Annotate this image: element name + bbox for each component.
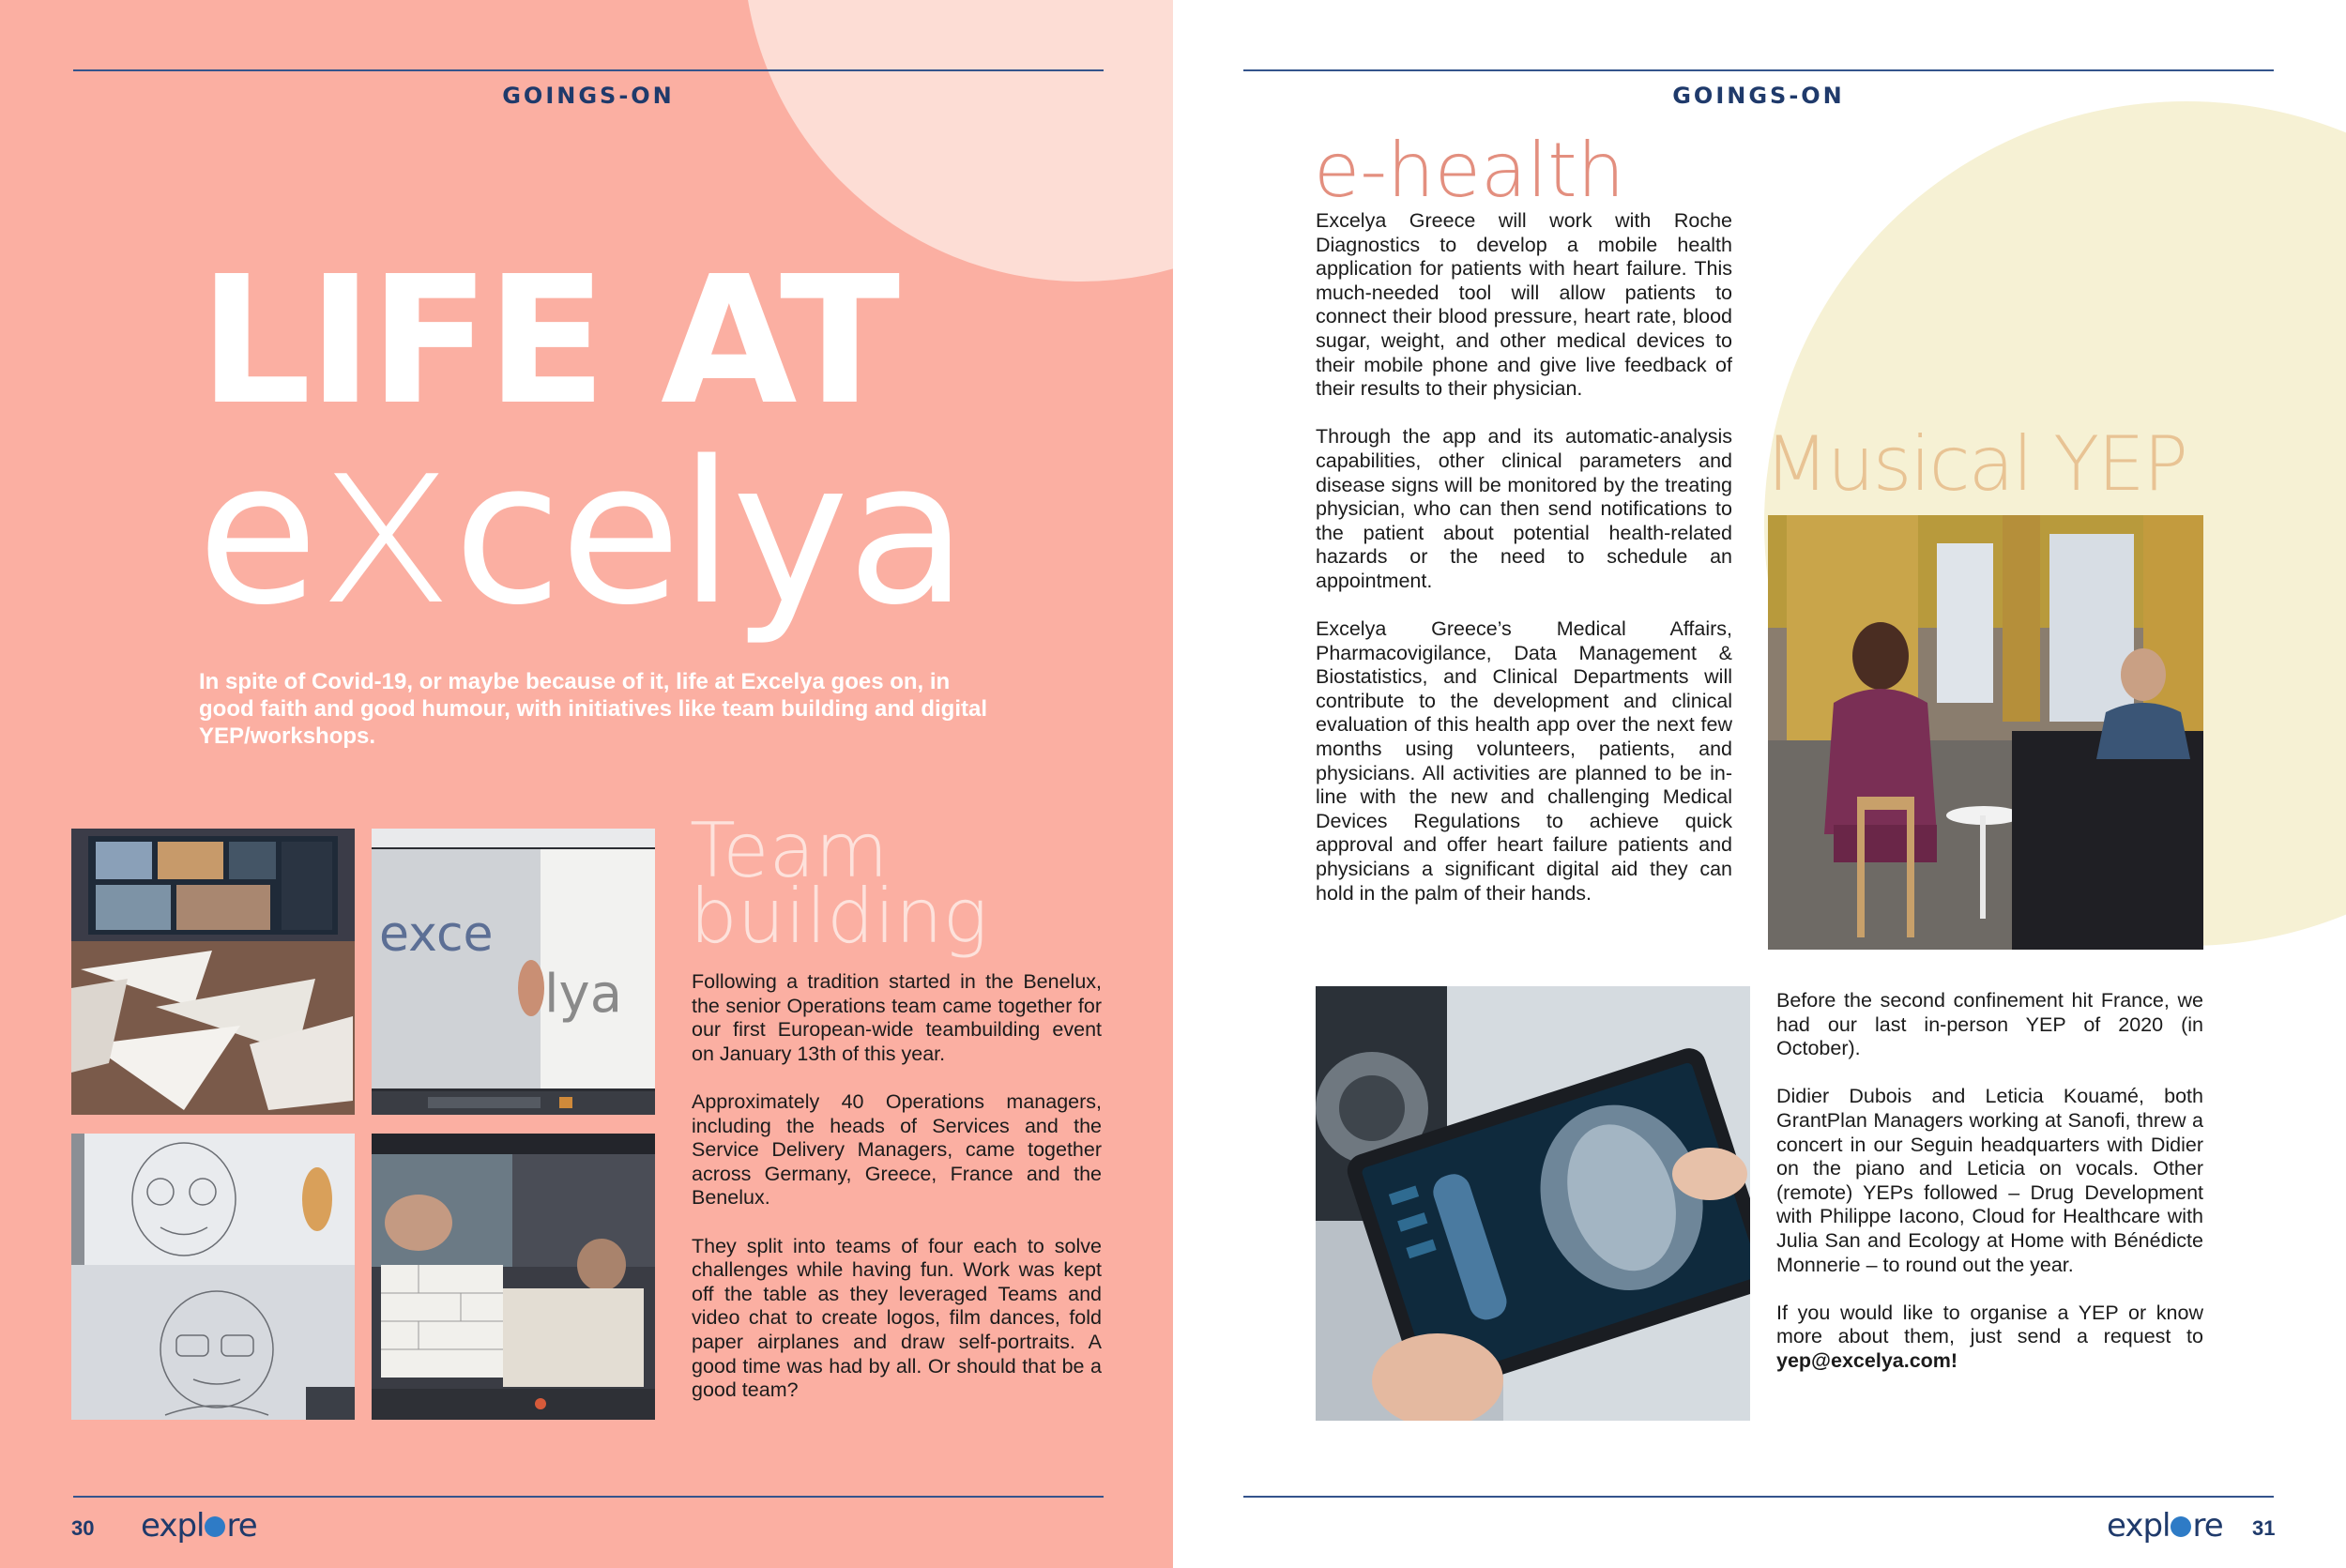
top-rule bbox=[73, 69, 1104, 71]
page-number: 31 bbox=[2252, 1516, 2276, 1540]
team-paragraph: Following a tradition started in the Benelux, the senior Operations team came together for our first European-wide teambuilding event on January 13th of this year. bbox=[692, 970, 1102, 1065]
photo-whiteboard-logo bbox=[372, 829, 655, 1115]
yep-contact: If you would like to organise a YEP or know more about them, just send a request to yep@excelya.com! bbox=[1776, 1301, 2203, 1372]
hero-title: LIFE AT bbox=[199, 238, 897, 444]
explore-logo: expl re bbox=[141, 1507, 257, 1545]
photo-musical-concert bbox=[1768, 515, 2203, 950]
team-building-body bbox=[692, 970, 1102, 1403]
photo-self-portraits bbox=[71, 1134, 355, 1420]
ehealth-paragraph: Excelya Greece’s Medical Affairs, Pharmacovigilance, Data Management & Biostatistics, and Clinical Departments will contribute to the development and clinical evaluation of this health app over the next few months using volunteers, patients, and physicians. All activities are planned to be in-line with the new and challenging Medical Devices Regulations to achieve quick approval and offer heart failure patients and physicians a significant digital aid they can hold in the palm of their hands. bbox=[1316, 617, 1732, 905]
whiteboard-text-2: lya bbox=[544, 964, 623, 1025]
team-paragraph: They split into teams of four each to solve challenges while having fun. Work was kept off the table as they leveraged Teams and video chat to create logos, film dances, fold paper airplanes and draw self-portraits. A good time was had by all. Or should that be a good team? bbox=[692, 1234, 1102, 1402]
ehealth-paragraph: Excelya Greece will work with Roche Diagnostics to develop a mobile health application for patients with heart failure. This much-needed tool will allow patients to connect their blood pressure, heart rate, blood sugar, weight, and other medical devices to their mobile phone and give live feedback of their results to their physician. bbox=[1316, 209, 1732, 401]
whiteboard-text: exce bbox=[379, 906, 494, 963]
yep-email-link[interactable]: yep@excelya.com! bbox=[1776, 1348, 1958, 1372]
musical-yep-heading: Musical YEP bbox=[1764, 420, 2186, 508]
intro-text: In spite of Covid-19, or maybe because of it, life at Excelya goes on, in good faith and good humour, with initiatives like team building and digital YEP/workshops. bbox=[199, 669, 988, 749]
yep-paragraph: Didier Dubois and Leticia Kouamé, both GrantPlan Managers working at Sanofi, threw a concert in our Seguin headquarters with Didier on the piano and Leticia on vocals. Other (remote) YEPs followed – Drug Development with Philippe Iacono, Cloud for Healthcare with Julia San and Ecology at Home with Bénédicte Monnerie – to round out the year. bbox=[1776, 1085, 2203, 1276]
musical-yep-body bbox=[1776, 989, 2203, 1374]
ehealth-body bbox=[1316, 209, 1732, 906]
bottom-rule bbox=[73, 1496, 1104, 1498]
yep-paragraph: Before the second confinement hit France, we had our last in-person YEP of 2020 (in October). bbox=[1776, 989, 2203, 1060]
photo-video-call-airplanes bbox=[71, 829, 355, 1115]
ehealth-paragraph: Through the app and its automatic-analysis capabilities, other clinical parameters and disease signs will be monitored by the treating physician, who can then send notifications to the patient about potential health-related hazards or the need to schedule an appointment. bbox=[1316, 425, 1732, 592]
section-label: GOINGS-ON bbox=[502, 83, 675, 109]
top-rule bbox=[1243, 69, 2274, 71]
team-building-heading: Team building bbox=[690, 807, 988, 960]
page-number: 30 bbox=[71, 1516, 95, 1540]
section-label: GOINGS-ON bbox=[1672, 83, 1845, 109]
photo-video-call-drawings bbox=[372, 1134, 655, 1420]
team-paragraph: Approximately 40 Operations managers, including the heads of Services and the Service Delivery Managers, came together across Germany, Greece, France and the Benelux. bbox=[692, 1089, 1102, 1210]
explore-logo: expl re bbox=[2107, 1507, 2223, 1545]
ehealth-heading: e-health bbox=[1314, 127, 1625, 214]
right-page bbox=[1173, 0, 2346, 1568]
bottom-rule bbox=[1243, 1496, 2274, 1498]
photo-tablet-xray bbox=[1316, 986, 1750, 1421]
excelya-logo: excelya bbox=[197, 384, 967, 657]
